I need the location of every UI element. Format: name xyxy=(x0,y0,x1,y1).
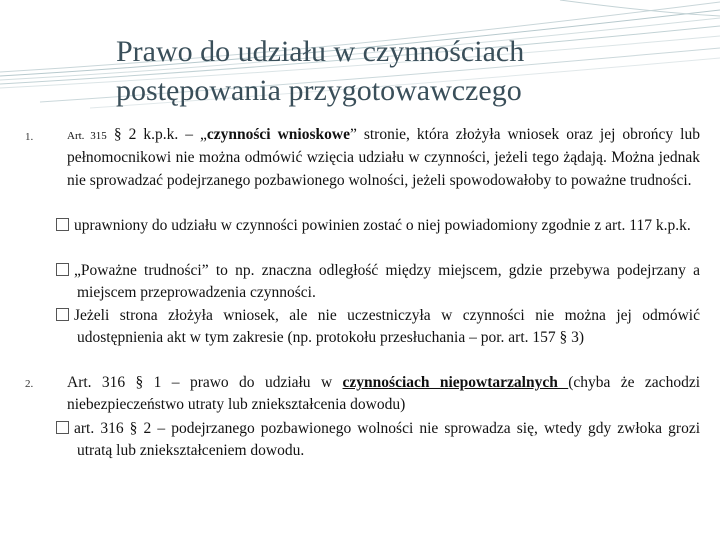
underlined-term: czynnościach niepowtarzalnych xyxy=(342,374,569,391)
title-line-2: postępowania przygotowawczego xyxy=(116,74,522,107)
item-number: 2. xyxy=(25,378,34,390)
article-reference: Art. 315 xyxy=(67,130,107,142)
title-line-1: Prawo do udziału w czynnościach xyxy=(116,35,525,68)
item-1-paragraph: Art. 315 § 2 k.p.k. – „czynności wnioskowe” stronie, która złożyła wniosek oraz jej obrońcy lub pełnomocnikowi nie można odmówić wzięcia udziału w czynności, jeżeli tego żądają. Można jednak nie sprowadzać podejrzanego pozbawionego wolności, jeżeli spowodowałoby to poważne trudności. xyxy=(67,126,700,189)
list-item: „Poważne trudności” to np. znaczna odległość między miejscem, gdzie przebywa podejrzany a miejscem przeprowadzenia czynności. xyxy=(56,260,700,305)
item-2-paragraph: Art. 316 § 1 – prawo do udziału w czynnościach niepowtarzalnych (chyba że zachodzi niebezpieczeństwo utraty lub zniekształcenia dowodu) xyxy=(67,374,701,414)
checkbox-bullet-icon xyxy=(56,263,69,276)
list-item: uprawniony do udziału w czynności powinien zostać o niej powiadomiony zgodnie z art. 117 k.p.k. xyxy=(56,215,700,237)
bold-term: czynności wnioskowe xyxy=(206,126,350,143)
checkbox-bullet-icon xyxy=(56,421,69,434)
list-item: art. 316 § 2 – podejrzanego pozbawionego wolności nie sprowadza się, wtedy gdy zwłoka grozi utratą lub zniekształceniem dowodu. xyxy=(56,418,700,463)
checkbox-bullet-icon xyxy=(56,308,69,321)
checkbox-bullet-icon xyxy=(56,218,69,231)
item-number: 1. xyxy=(25,131,34,143)
list-item: Jeżeli strona złożyła wniosek, ale nie uczestniczyła w czynności nie można jej odmówić udostępnienia akt w tym zakresie (np. protokołu przesłuchania – por. art. 157 § 3) xyxy=(56,305,700,350)
